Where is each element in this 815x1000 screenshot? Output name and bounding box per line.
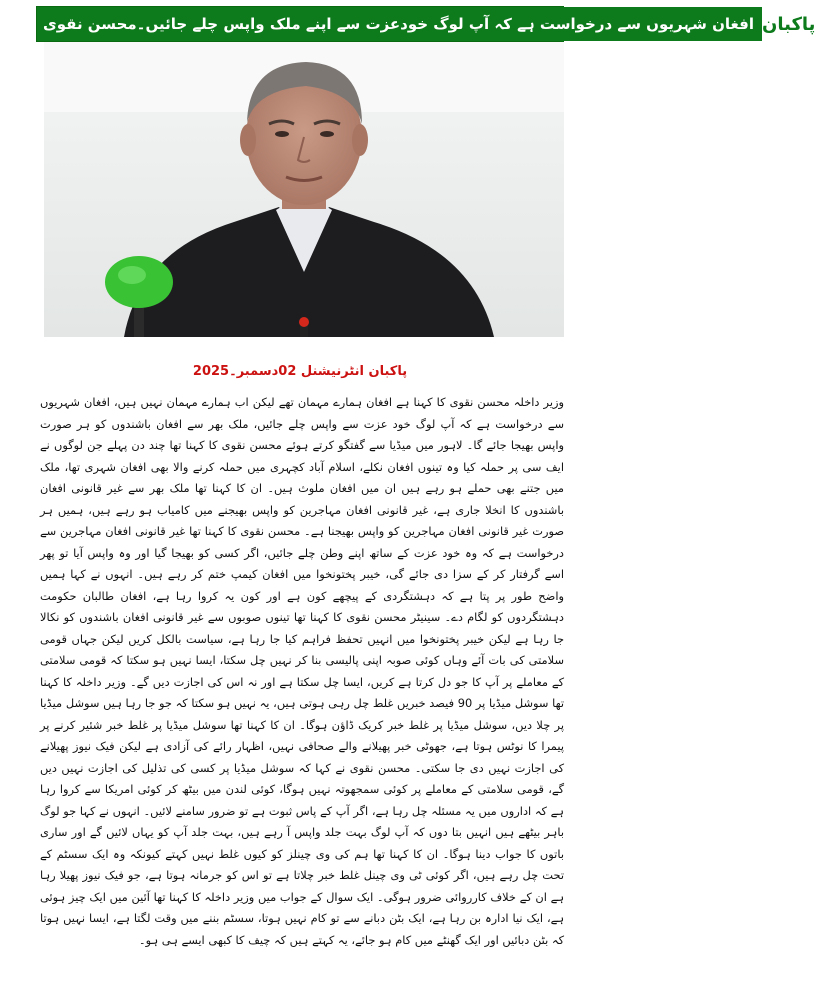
dateline: پاکبان انٹرنیشنل 02دسمبر۔2025: [192, 364, 408, 379]
page-header: [36, 6, 815, 42]
headline-banner: [37, 7, 760, 41]
speaker-photo-illustration: [44, 42, 564, 337]
site-logo[interactable]: پاکبان: [760, 7, 815, 41]
news-photo: [44, 42, 564, 337]
headline-text: افغان شہریوں سے درخواست ہے کہ آپ لوگ خودعزت سے اپنے ملک واپس چلے جائیں۔محسن نقوی: [43, 15, 754, 33]
article-body: وزیر داخلہ محسن نقوی کا کہنا ہے افغان ہمارے مہمان تھے لیکن اب ہمارے مہمان نہیں ہیں، افغان شہریوں سے درخواست ہے کہ آپ لوگ خود عزت سے واپس چلے جائیں، ملک بھر سے افغان باشندوں کو ہر صورت واپس بھیجا جائے گا۔ لاہور میں میڈیا سے گفتگو کرتے ہوئے محسن نقوی کا کہنا تھا چند دن پہلے جن لوگوں نے ایف سی پر حملہ کیا وہ تینوں افغان نکلے، اسلام آباد کچہری میں حملہ کرنے والا بھی افغان شہری تھا، ملک میں جتنے بھی حملے ہو رہے ہیں ان میں افغان ملوث ہیں۔ ان کا کہنا تھا ملک بھر سے غیر قانونی افغان باشندوں کا انخلا جاری ہے، غیر قانونی افغان مہاجرین کو واپس بھیجنے میں کامیاب ہو رہے ہیں، ہمیں ہر صورت غیر قانونی افغان مہاجرین کو واپس بھیجنا ہے۔ محسن نقوی کا کہنا تھا غیر قانونی افغان مہاجرین سے درخواست ہے کہ وہ خود عزت کے ساتھ اپنے وطن چلے جائیں، اگر کسی کو بھیجا گیا اور وہ واپس آیا تو پھر اسے گرفتار کر کے سزا دی جائے گی، خیبر پختونخوا میں افغان کیمپ ختم کر رہے ہیں۔ انہوں نے کہا ہمیں واضح طور پر پتا ہے کہ دہشتگردی کے پیچھے کون ہے اور کون یہ کروا رہا ہے، افغان طالبان حکومت دہشتگردوں کو لگام دے۔ سینیٹر محسن نقوی کا کہنا تھا تینوں صوبوں سے غیر قانونی افغان باشندوں کو نکالا جا رہا ہے لیکن خیبر پختونخوا میں انہیں تحفظ فراہم کیا جا رہا ہے، سیاست بالکل کریں لیکن جہاں قومی سلامتی کی بات آئے وہاں کوئی صوبہ اپنی پالیسی بنا کر نہیں چل سکتا، ایسا نہیں ہو سکتا کہ قومی سلامتی کے معاملے پر آپ کا جو دل کرتا ہے کریں، ایسا چل سکتا ہے اور نہ اس کی اجازت دیں گے۔ وزیر داخلہ کا کہنا تھا سوشل میڈیا پر 90 فیصد خبریں غلط چل رہی ہوتی ہیں، یہ نہیں ہو سکتا کہ جو جا رہا ہیں سوشل میڈیا پر چلا دیں، سوشل میڈیا پر غلط خبر کریک ڈاؤن ہوگا۔ ان کا کہنا تھا سوشل میڈیا پر غلط خبر شئیر کرنے پر پیمرا کا نوٹس ہوتا ہے، جھوٹی خبر پھیلانے والے صحافی نہیں، اظہار رائے کی آزادی ہے لیکن فیک نیوز پھیلانے کی اجازت نہیں دی جا سکتی۔ محسن نقوی نے کہا کہ سوشل میڈیا پر کسی کی تذلیل کی اجازت نہیں دیں گے، قومی سلامتی کے معاملے پر کوئی سمجھوتہ نہیں ہوگا، کوئی لندن میں بیٹھ کر کوئی امریکا سے کروا رہا ہے کہ اداروں میں یہ مسئلہ چل رہا ہے، اگر آپ کے پاس ثبوت ہے تو ضرور سامنے لائیں۔ انہوں نے کہا جو لوگ باہر بیٹھے ہیں انہیں بتا دوں کہ آپ لوگ بہت جلد واپس آ رہے ہیں، بہت جلد آپ کو یہاں لائیں گے اور ساری باتوں کا جواب دینا ہوگا۔ ان کا کہنا تھا ہم کی وی چینلز کو کیوں غلط نہیں کہتے کیونکہ وہ ایک سسٹم کے تحت چل رہے ہیں، اگر کوئی ٹی وی چینل غلط خبر چلاتا ہے تو اس کو جرمانہ ہوتا ہے، جو فیک نیوز پھیلا رہا ہے ان کے خلاف کارروائی ضرور ہوگی۔ ایک سوال کے جواب میں وزیر داخلہ کا کہنا تھا آئین میں ایک چیز ہوئی ہے، ایک نیا ادارہ بن رہا ہے، ایک بٹن دبانے سے تو کام نہیں ہوتا، سسٹم بننے میں وقت لگتا ہے، ایسا نہیں ہوتا کہ بٹن دبائیں اور ایک گھنٹے میں کام ہو جائے، یہ کہتے ہیں کہ چیف کا کبھی ایسے ہی ہو۔: [40, 395, 564, 947]
